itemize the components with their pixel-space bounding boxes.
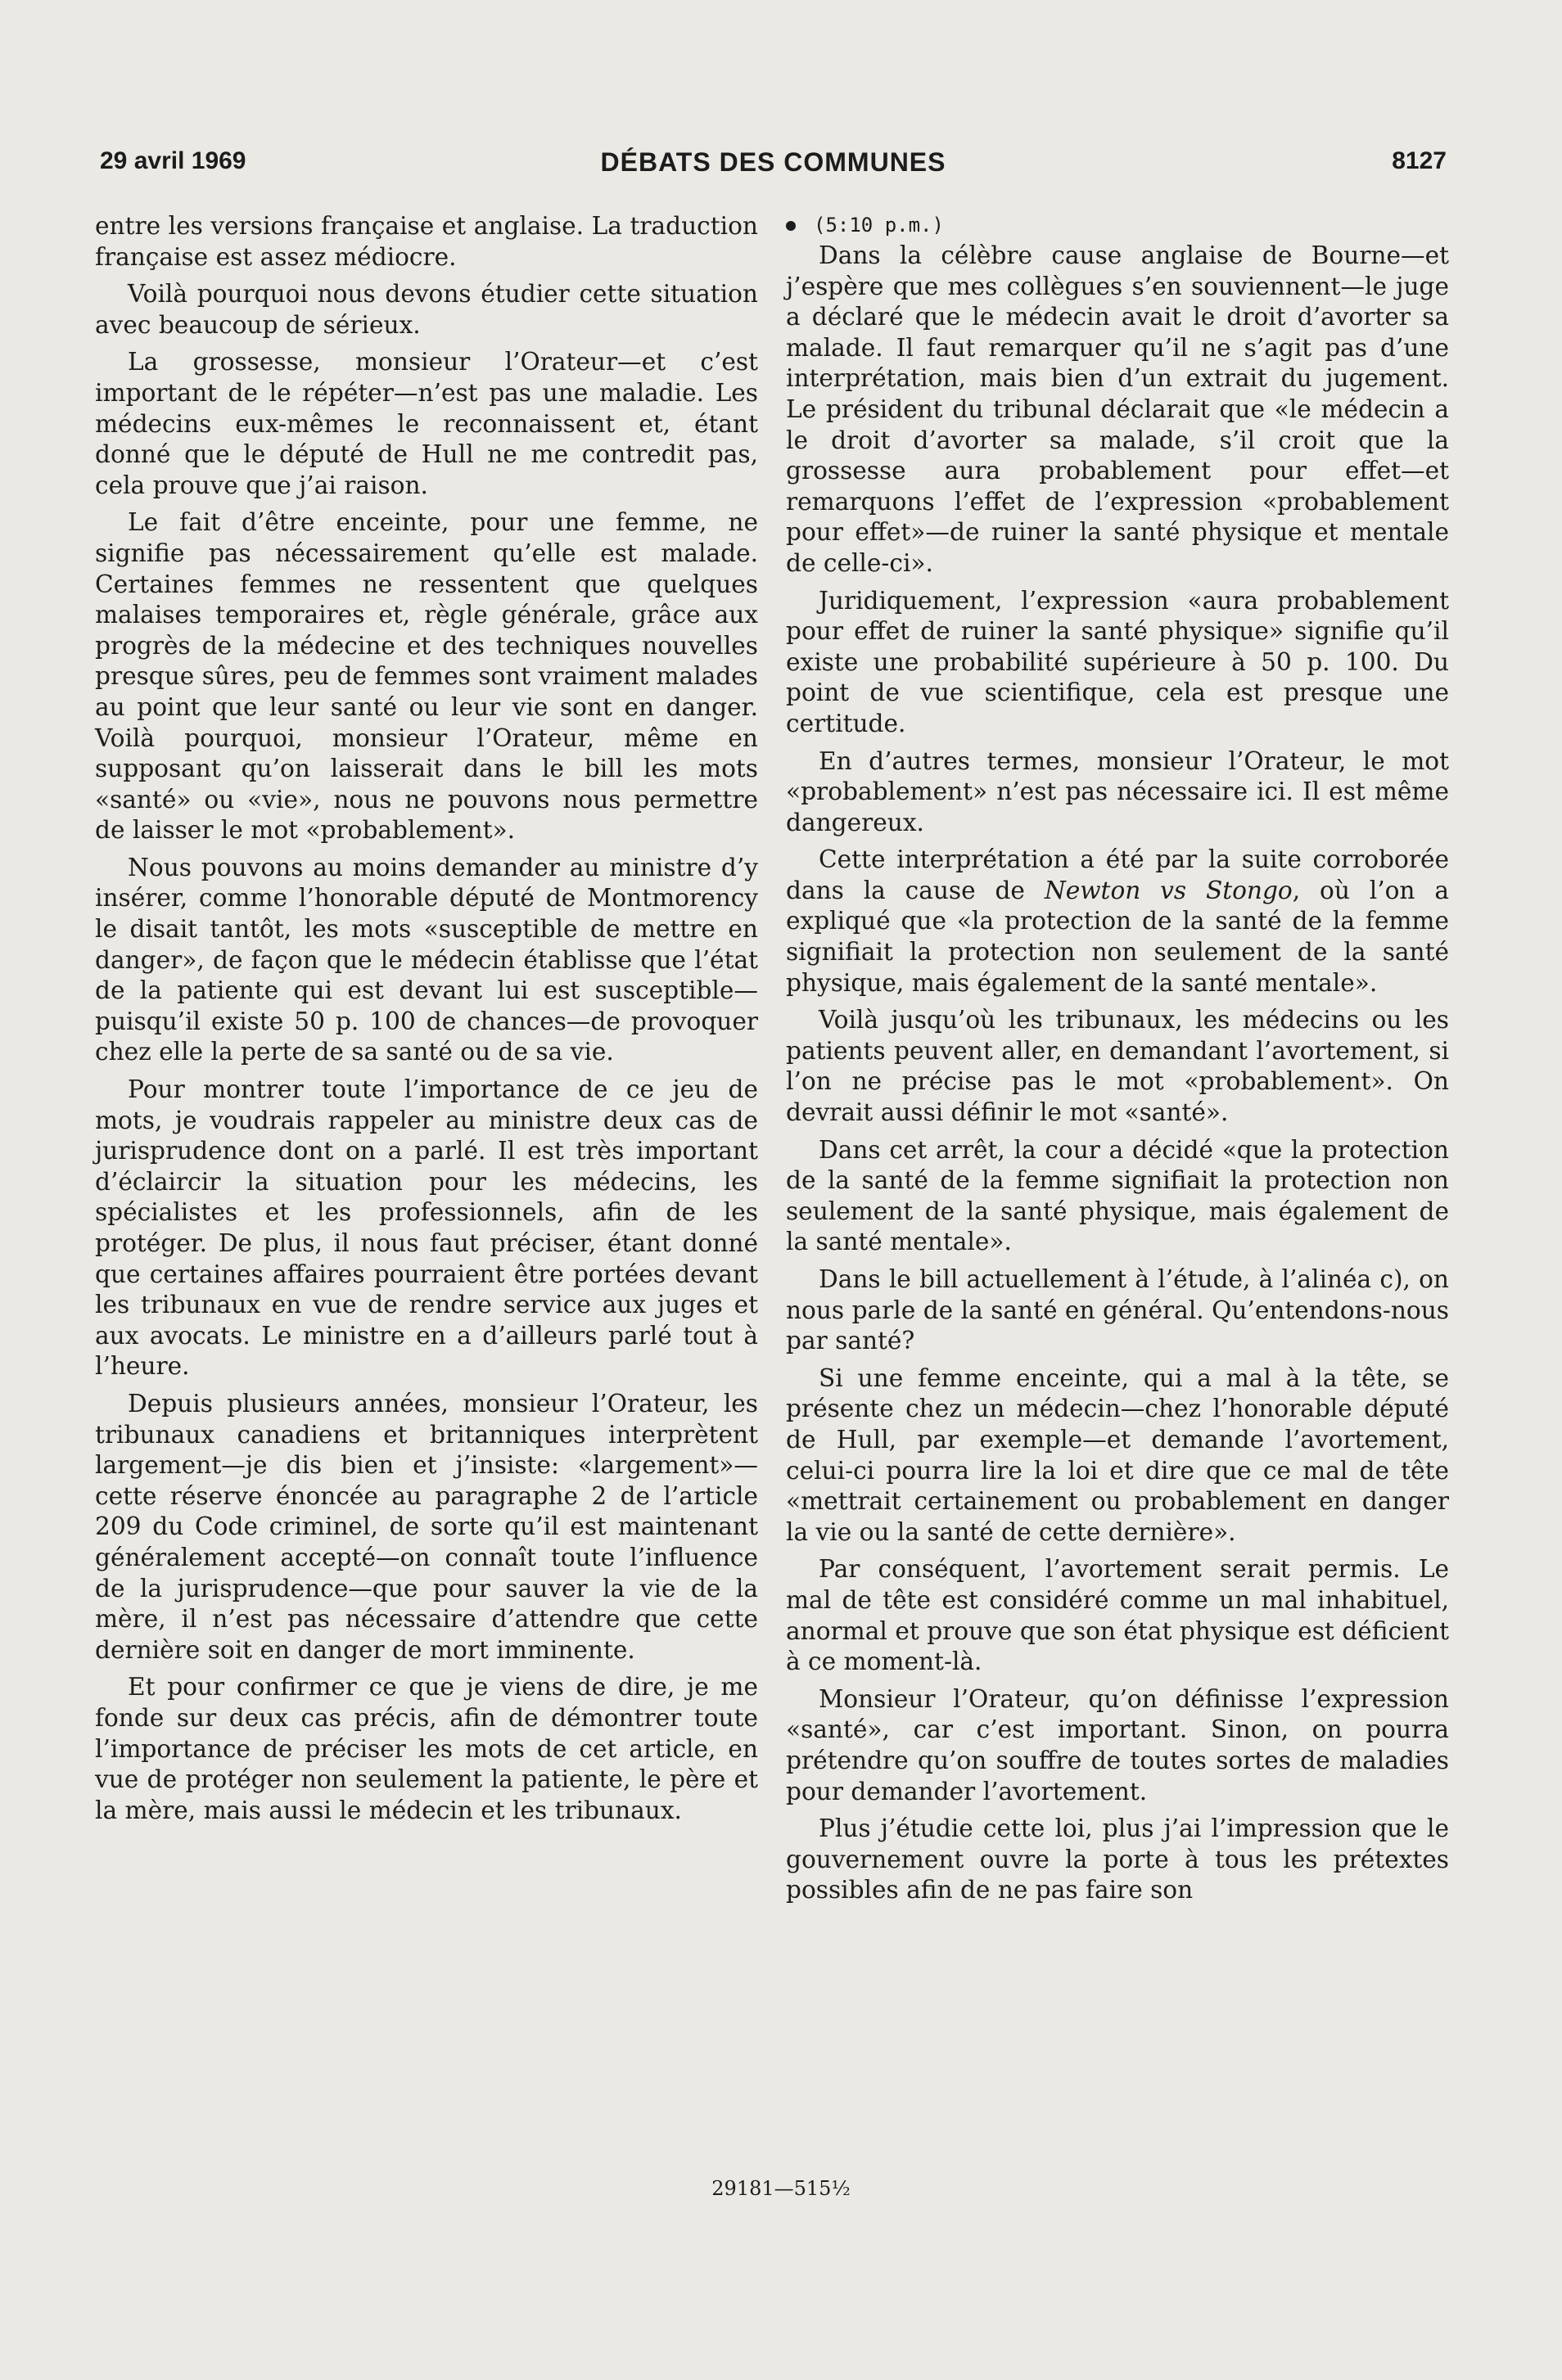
bullet-icon — [786, 221, 796, 231]
case-name: Newton vs Stongo — [1044, 876, 1293, 904]
paragraph: Voilà jusqu’où les tribunaux, les médecins ou les patients peuvent aller, en demandant l’avortement, si l’on ne précise pas le mot «probablement». On devrait aussi définir le mot «santé». — [786, 1006, 1449, 1127]
left-column — [95, 211, 758, 1832]
paragraph: Depuis plusieurs années, monsieur l’Orateur, les tribunaux canadiens et britanniques interprètent largement—je dis bien et j’insiste: «largement»—cette réserve énoncée au paragraphe 2 de l’article 209 du Code criminel, de sorte qu’il est maintenant généralement accepté—on connaît toute l’influence de la jurisprudence—que pour sauver la vie de la mère, il n’est pas nécessaire d’attendre que cette dernière soit en danger de mort imminente. — [95, 1389, 758, 1664]
time-mark — [786, 211, 1449, 239]
paragraph: Plus j’étudie cette loi, plus j’ai l’impression que le gouvernement ouvre la porte à tous les prétextes possibles afin de ne pas faire son — [786, 1814, 1449, 1904]
paragraph: Dans la célèbre cause anglaise de Bourne—et j’espère que mes collègues s’en souviennent—le juge a déclaré que le médecin avait le droit d’avorter sa malade. Il faut remarquer qu’il ne s’agit pas d’une interprétation, mais bien d’un extrait du jugement. Le président du tribunal déclarait que «le médecin a le droit d’avorter sa malade, s’il croit que la grossesse aura probablement pour effet—et remarquons l’effet de l’expression «probablement pour effet»—de ruiner la santé physique et mentale de celle-ci». — [786, 241, 1449, 577]
time-mark-text: (5:10 p.m.) — [814, 214, 944, 237]
page-header — [100, 141, 1447, 190]
paragraph-text: , où l’on a expliqué que «la protection de la santé de la femme signifiait la protection non seulement de la santé physique, mais également de la santé mentale». — [786, 876, 1449, 997]
paragraph: Monsieur l’Orateur, qu’on définisse l’expression «santé», car c’est important. Sinon, on pourra prétendre qu’on souffre de toutes sortes de maladies pour demander l’avortement. — [786, 1684, 1449, 1805]
paragraph: entre les versions française et anglaise. La traduction française est assez médiocre. — [95, 212, 758, 271]
paragraph: La grossesse, monsieur l’Orateur—et c’est important de le répéter—n’est pas une maladie. Les médecins eux-mêmes le reconnaissent et, étant donné que le député de Hull ne me contredit pas, cela prouve que j’ai raison. — [95, 348, 758, 499]
paragraph: Nous pouvons au moins demander au ministre d’y insérer, comme l’honorable député de Montmorency le disait tantôt, les mots «susceptible de mettre en danger», de façon que le médecin établisse que l’état de la patiente qui est devant lui est susceptible—puisqu’il existe 50 p. 100 de chances—de provoquer chez elle la perte de sa santé ou de sa vie. — [95, 853, 758, 1066]
page-footer: 29181—515½ — [711, 2177, 851, 2200]
paragraph: Juridiquement, l’expression «aura probablement pour effet de ruiner la santé physique» signifie qu’il existe une probabilité supérieure à 50 p. 100. Du point de vue scientifique, cela est presque une certitude. — [786, 586, 1449, 737]
paragraph: Dans le bill actuellement à l’étude, à l’alinéa c), on nous parle de la santé en général. Qu’entendons-nous par santé? — [786, 1265, 1449, 1355]
header-title: DÉBATS DES COMMUNES — [600, 147, 946, 177]
paragraph: Dans cet arrêt, la cour a décidé «que la protection de la santé de la femme signifiait la protection non seulement de la santé physique, mais également de la santé mentale». — [786, 1135, 1449, 1256]
paragraph: Le fait d’être enceinte, pour une femme, ne signifie pas nécessairement qu’elle est malade. Certaines femmes ne ressentent que quelques malaises temporaires et, règle générale, grâce aux progrès de la médecine et des techniques nouvelles presque sûres, peu de femmes sont vraiment malades au point que leur santé ou leur vie sont en danger. Voilà pourquoi, monsieur l’Orateur, même en supposant qu’on laisserait dans le bill les mots «santé» ou «vie», nous ne pouvons nous permettre de laisser le mot «probablement». — [95, 508, 758, 845]
header-page-number: 8127 — [1392, 147, 1447, 174]
paragraph: En d’autres termes, monsieur l’Orateur, le mot «probablement» n’est pas nécessaire ici. Il est même dangereux. — [786, 746, 1449, 836]
right-column — [786, 211, 1449, 1913]
paragraph: Et pour confirmer ce que je viens de dire, je me fonde sur deux cas précis, afin de démontrer toute l’importance de préciser les mots de cet article, en vue de protéger non seulement la patiente, le père et la mère, mais aussi le médecin et les tribunaux. — [95, 1673, 758, 1824]
header-date: 29 avril 1969 — [100, 147, 246, 174]
paragraph: Si une femme enceinte, qui a mal à la tête, se présente chez un médecin—chez l’honorable député de Hull, par exemple—et demande l’avortement, celui-ci pourra lire la loi et dire que ce mal de tête «mettrait certainement ou probablement en danger la vie ou la santé de cette dernière». — [786, 1364, 1449, 1546]
paragraph: Par conséquent, l’avortement serait permis. Le mal de tête est considéré comme un mal inhabituel, anormal et prouve que son état physique est déficient à ce moment-là. — [786, 1555, 1449, 1676]
paragraph — [786, 845, 1449, 998]
paragraph: Pour montrer toute l’importance de ce jeu de mots, je voudrais rappeler au ministre deux cas de jurisprudence dont on a parlé. Il est très important d’éclaircir la situation pour les médecins, les spécialistes et les professionnels, afin de les protéger. De plus, il nous faut préciser, étant donné que certaines affaires pourraient être portées devant les tribunaux en vue de rendre service aux juges et aux avocats. Le ministre en a d’ailleurs parlé tout à l’heure. — [95, 1075, 758, 1381]
paragraph: Voilà pourquoi nous devons étudier cette situation avec beaucoup de sérieux. — [95, 280, 758, 339]
paragraph-text: Cette interprétation a été par la suite corroborée dans la cause de — [786, 845, 1449, 904]
